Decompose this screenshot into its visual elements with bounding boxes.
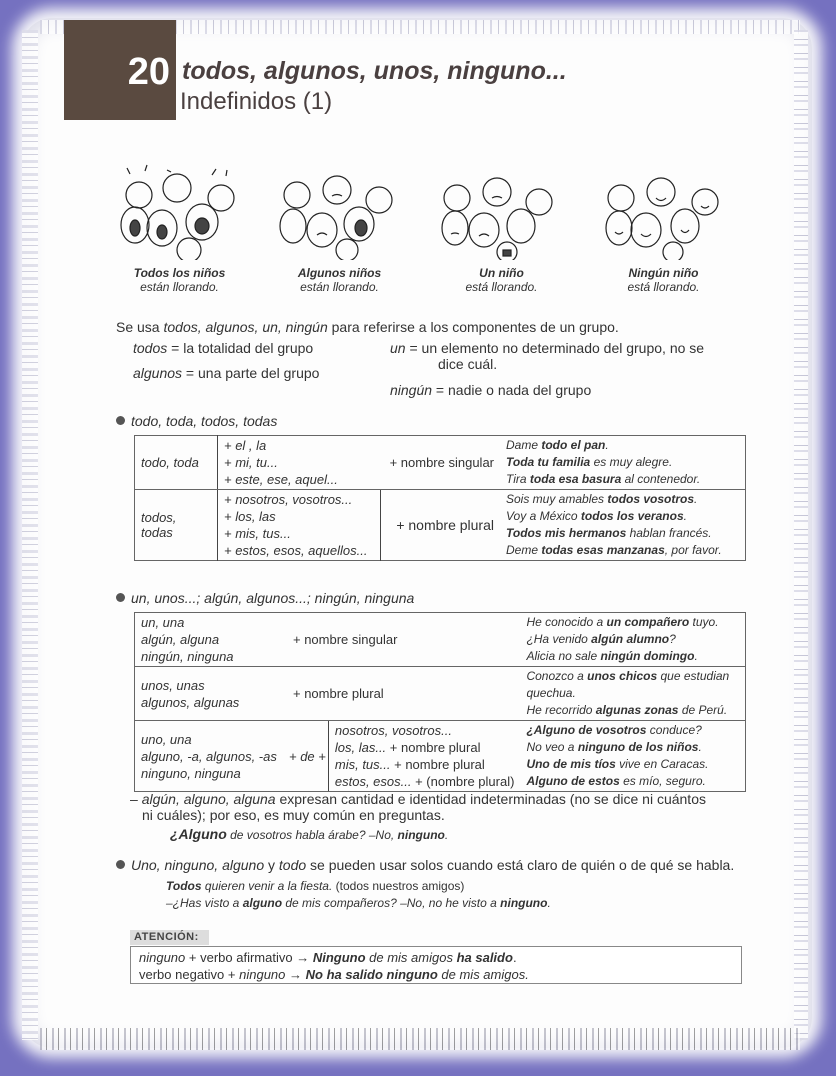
example: Todos mis hermanos hablan francés. — [506, 526, 712, 540]
form: unos, unas — [141, 677, 205, 693]
example: Conozco a unos chicos que estudian quechua. — [526, 669, 730, 700]
connector-cell: + de + — [287, 721, 328, 792]
example: No veo a ninguno de los niños. — [526, 740, 702, 754]
example: ¿Alguno de vosotros conduce? — [526, 723, 702, 737]
determiner: + nosotros, vosotros... — [224, 492, 353, 507]
form: ninguno, ninguna — [141, 765, 241, 781]
form: un, una — [141, 615, 185, 630]
definition-text: = la totalidad del grupo — [167, 340, 314, 356]
definition-text: = un elemento no determinado del grupo, no se — [405, 340, 705, 356]
definition-un — [390, 340, 704, 356]
illustration-one — [434, 160, 569, 294]
some-crying-children-illustration — [277, 160, 402, 260]
definition-term: algunos — [133, 365, 183, 381]
examples-cell — [520, 667, 745, 721]
happy-children-illustration — [601, 160, 726, 260]
section-heading-un — [116, 590, 414, 606]
caption-text: está llorando. — [465, 280, 538, 294]
form: algunos, algunas — [141, 694, 240, 710]
examples-cell — [520, 721, 745, 792]
examples-cell — [500, 490, 746, 561]
caption-title: Todos los niños — [133, 266, 226, 280]
solos-example-1: Todos quieren venir a la fiesta. (todos nuestros amigos) — [166, 879, 465, 893]
table-row — [135, 436, 746, 490]
definition-un-cont: dice cuál. — [438, 356, 498, 372]
definition-text: = una parte del grupo — [182, 365, 320, 381]
forms-cell — [135, 721, 288, 792]
noun-cell: + nombre singular — [380, 436, 500, 490]
example: Toda tu familia es muy alegre. — [506, 455, 673, 469]
definition-term: todos — [133, 340, 168, 356]
page-title: todos, algunos, unos, ninguno... — [182, 57, 567, 85]
intro-terms: todos, algunos, un, ningún — [163, 319, 328, 335]
definition-algunos — [133, 365, 319, 381]
noun-cell: + nombre singular — [287, 613, 520, 667]
intro-suffix: para referirse a los componentes de un grupo. — [327, 319, 619, 335]
note-algun-line2: ni cuáles); por eso, es muy común en preguntas. — [142, 807, 445, 823]
caption-title: Un niño — [479, 266, 524, 280]
example: He conocido a un compañero tuyo. — [526, 615, 719, 629]
complement: los, las... + nombre plural — [334, 740, 481, 755]
attention-label: ATENCIÓN: — [130, 930, 209, 945]
bullet-icon — [116, 860, 125, 869]
attention-box — [130, 946, 742, 984]
intro-sentence — [116, 319, 619, 335]
one-crying-child-illustration — [439, 160, 564, 260]
intro-prefix: Se usa — [116, 319, 164, 335]
definition-term: un — [390, 340, 406, 356]
illustration-all — [112, 160, 247, 294]
table-todo — [134, 435, 746, 561]
example: Voy a México todos los veranos. — [506, 509, 687, 523]
solos-example-2: –¿Has visto a alguno de mis compañeros? –No, no he visto a ninguno. — [166, 896, 551, 910]
table-row — [135, 613, 746, 667]
definition-todos — [133, 340, 313, 356]
example: Deme todas esas manzanas, por favor. — [506, 543, 722, 557]
frame-edge-left — [22, 30, 38, 1040]
example: Tira toda esa basura al contenedor. — [506, 472, 701, 486]
complement: estos, esos... + (nombre plural) — [334, 774, 515, 789]
example: ¿Ha venido algún alumno? — [526, 632, 676, 646]
table-row — [135, 490, 746, 561]
crying-children-illustration — [117, 160, 242, 260]
example: Dame todo el pan. — [506, 438, 609, 452]
form: algún, alguna — [141, 632, 220, 647]
example: He recorrido algunas zonas de Perú. — [526, 703, 728, 717]
form: uno, una — [141, 731, 192, 747]
example: Alguno de estos es mío, seguro. — [526, 774, 706, 788]
table-un-algun-ningun — [134, 612, 746, 792]
determiners-cell — [218, 436, 381, 490]
determiner: + mis, tus... — [224, 526, 291, 541]
section-heading-solos: Uno, ninguno, alguno y todo se pueden usar solos cuando está claro de quién o de qué se habla. — [116, 857, 734, 873]
caption-text: están llorando. — [300, 280, 379, 294]
complements-cell — [328, 721, 520, 792]
definition-ningun — [390, 382, 591, 398]
illustration-none — [596, 160, 731, 294]
frame-edge-right — [794, 30, 808, 1040]
bullet-icon — [116, 593, 125, 602]
frame-edge-bottom — [40, 1028, 800, 1050]
table-row — [135, 721, 746, 792]
complement: mis, tus... + nombre plural — [334, 757, 485, 772]
caption-title: Ningún niño — [628, 266, 699, 280]
noun-cell: + nombre plural — [396, 517, 494, 533]
section-heading-text: un, unos...; algún, algunos...; ningún, ninguna — [131, 590, 415, 606]
note-algun-example: ¿Alguno de vosotros habla árabe? –No, ninguno. — [170, 826, 449, 842]
bullet-icon — [116, 416, 125, 425]
examples-cell — [520, 613, 745, 667]
definition-term: ningún — [390, 382, 433, 398]
forms-cell — [135, 667, 288, 721]
determiner: + estos, esos, aquellos... — [224, 543, 368, 558]
page-subtitle: Indefinidos (1) — [180, 88, 333, 115]
definition-text: = nadie o nada del grupo — [432, 382, 592, 398]
determiners-cell — [218, 490, 381, 561]
note-terms: algún, alguno, alguna — [141, 791, 276, 807]
determiner: + este, ese, aquel... — [224, 472, 338, 487]
examples-cell — [500, 436, 746, 490]
example: Sois muy amables todos vosotros. — [506, 492, 698, 506]
note-algun-line1: – algún, alguno, alguna expresan cantidad e identidad indeterminadas (no se dice ni cuántos — [130, 791, 706, 807]
noun-cell: + nombre plural — [287, 667, 520, 721]
example: Alicia no sale ningún domingo. — [526, 649, 698, 663]
determiner: + los, las — [224, 509, 276, 524]
attention-line-2: verbo negativo + ninguno → No ha salido ninguno de mis amigos. — [139, 967, 529, 982]
table-row — [135, 667, 746, 721]
form: alguno, -a, algunos, -as — [141, 748, 277, 764]
determiner: + mi, tu... — [224, 455, 278, 470]
caption-text: están llorando. — [140, 280, 219, 294]
section-heading-todo — [116, 413, 277, 429]
caption-text: está llorando. — [627, 280, 700, 294]
form-cell: todo, toda — [135, 436, 218, 490]
complement: nosotros, vosotros... — [334, 723, 452, 738]
example: Uno de mis tíos vive en Caracas. — [526, 757, 709, 771]
attention-line-1: ninguno + verbo afirmativo → Ninguno de mis amigos ha salido. — [139, 950, 517, 965]
form-cell: todos, todas — [141, 510, 177, 540]
forms-cell — [135, 613, 288, 667]
determiner: + el , la — [224, 438, 267, 453]
unit-number: 20 — [127, 51, 170, 93]
unit-number-box — [64, 20, 176, 120]
form: ningún, ninguna — [141, 649, 234, 664]
section-heading-text: todo, toda, todos, todas — [131, 413, 278, 429]
illustration-some — [272, 160, 407, 294]
caption-title: Algunos niños — [297, 266, 382, 280]
